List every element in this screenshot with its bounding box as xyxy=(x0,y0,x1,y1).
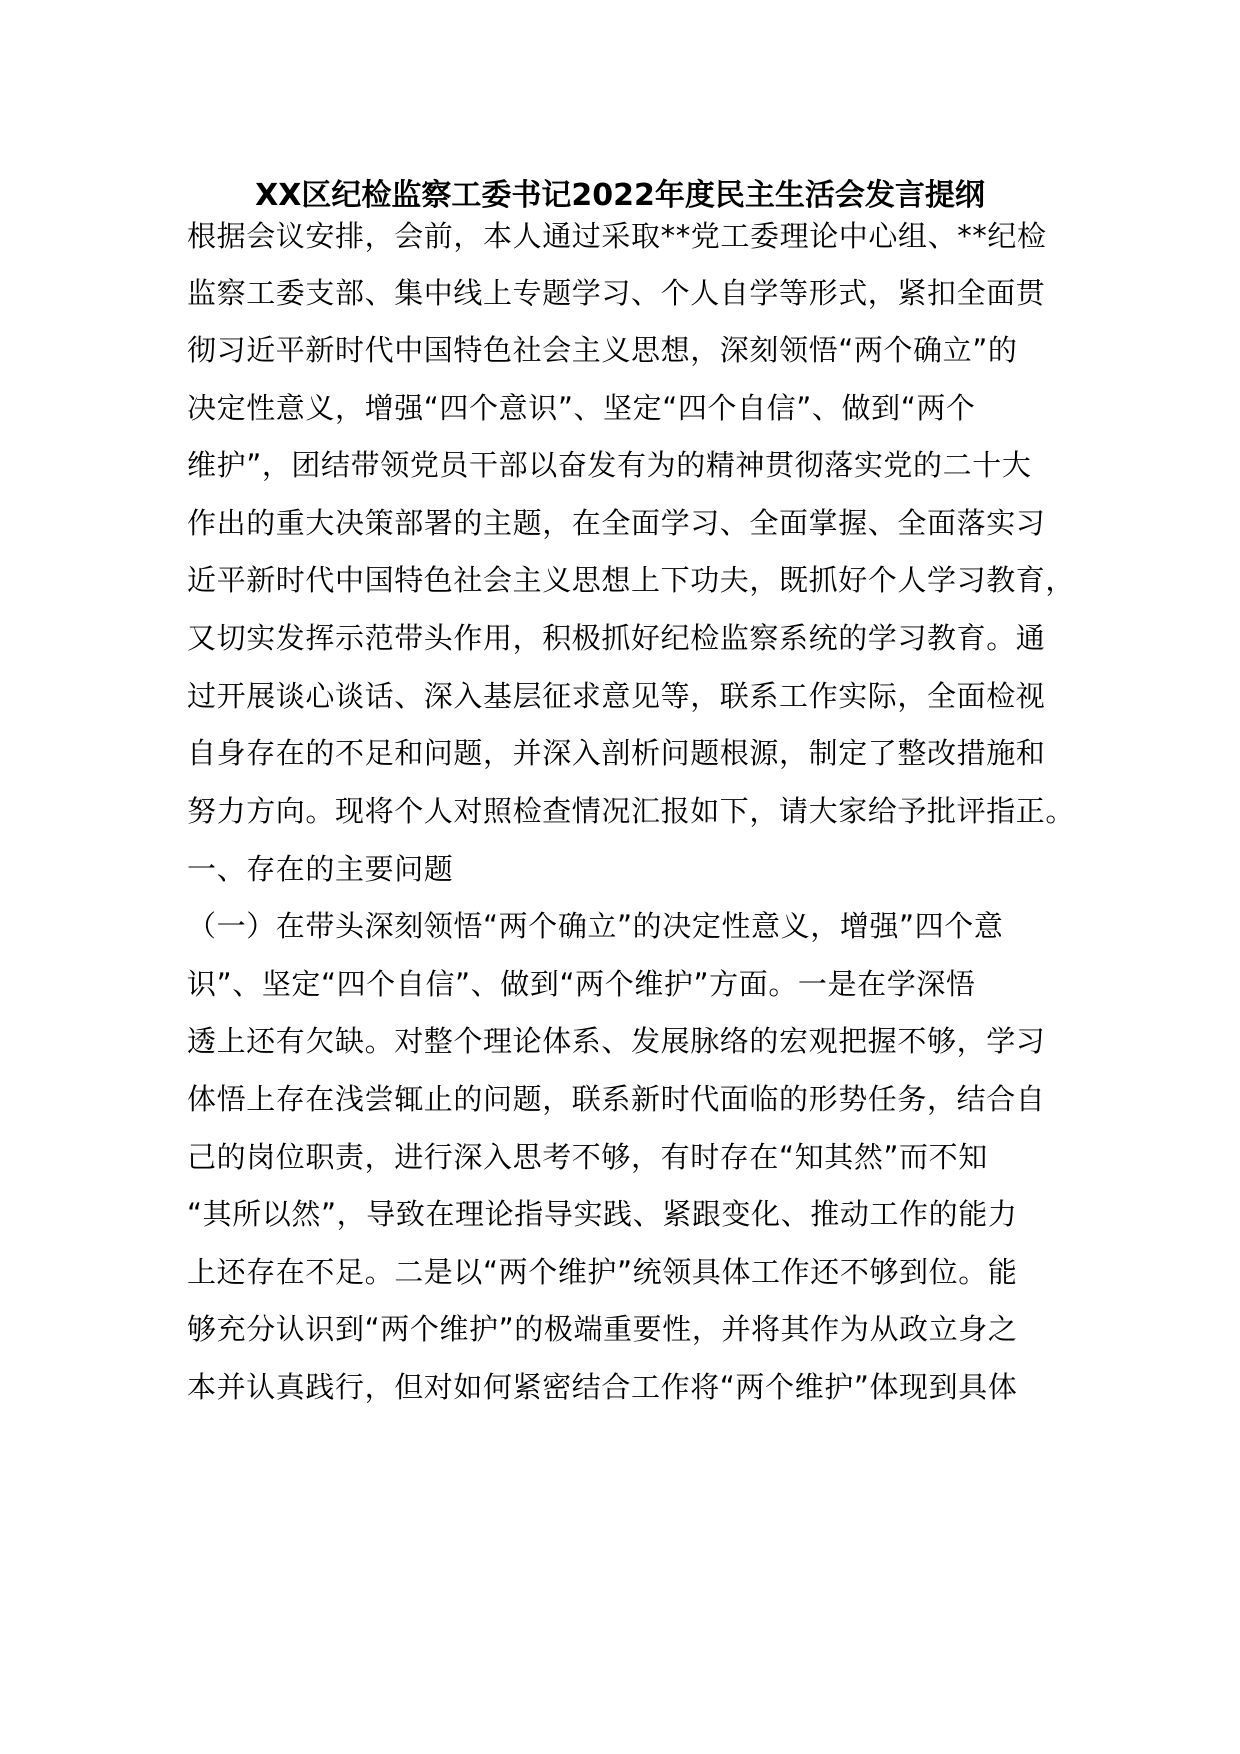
paragraph-line: 决定性意义，增强“四个意识”、坚定“四个自信”、做到“两个 xyxy=(187,391,976,425)
paragraph-line: 彻习近平新时代中国特色社会主义思想，深刻领悟“两个确立”的 xyxy=(187,333,1018,367)
paragraph-line: 近平新时代中国特色社会主义思想上下功夫，既抓好个人学习教育， xyxy=(187,563,1076,597)
paragraph-line: 透上还有欠缺。对整个理论体系、发展脉络的宏观把握不够，学习 xyxy=(187,1024,1046,1058)
paragraph-line: 过开展谈心谈话、深入基层征求意见等，联系工作实际，全面检视 xyxy=(187,679,1046,713)
section-heading: 一、存在的主要问题 xyxy=(187,852,454,886)
paragraph-line: 维护”，团结带领党员干部以奋发有为的精神贯彻落实党的二十大 xyxy=(187,448,1032,482)
paragraph-line: 本并认真践行，但对如何紧密结合工作将“两个维护”体现到具体 xyxy=(187,1370,1018,1404)
paragraph-line: 上还存在不足。二是以“两个维护”统领具体工作还不够到位。能 xyxy=(187,1255,1018,1289)
paragraph-line: 体悟上存在浅尝辄止的问题，联系新时代面临的形势任务，结合自 xyxy=(187,1082,1046,1116)
paragraph-line: 识”、坚定“四个自信”、做到“两个维护”方面。一是在学深悟 xyxy=(187,967,976,1001)
paragraph-line: 努力方向。现将个人对照检查情况汇报如下，请大家给予批评指正。 xyxy=(187,794,1076,828)
paragraph-line: 根据会议安排，会前，本人通过采取**党工委理论中心组、**纪检 xyxy=(187,219,1047,253)
paragraph-line: 作出的重大决策部署的主题，在全面学习、全面掌握、全面落实习 xyxy=(187,506,1046,540)
paragraph-line: “其所以然”，导致在理论指导实践、紧跟变化、推动工作的能力 xyxy=(187,1197,1018,1231)
subsection-heading: （一）在带头深刻领悟“两个确立”的决定性意义，增强”四个意 xyxy=(187,909,1004,943)
paragraph-line: 监察工委支部、集中线上专题学习、个人自学等形式，紧扣全面贯 xyxy=(187,276,1046,310)
paragraph-line: 够充分认识到“两个维护”的极端重要性，并将其作为从政立身之 xyxy=(187,1312,1018,1346)
paragraph-line: 自身存在的不足和问题，并深入剖析问题根源，制定了整改措施和 xyxy=(187,736,1046,770)
document-title: XX区纪检监察工委书记2022年度民主生活会发言提纲 xyxy=(255,178,985,213)
paragraph-line: 己的岗位职责，进行深入思考不够，有时存在“知其然”而不知 xyxy=(187,1140,988,1174)
paragraph-line: 又切实发挥示范带头作用，积极抓好纪检监察系统的学习教育。通 xyxy=(187,621,1046,655)
